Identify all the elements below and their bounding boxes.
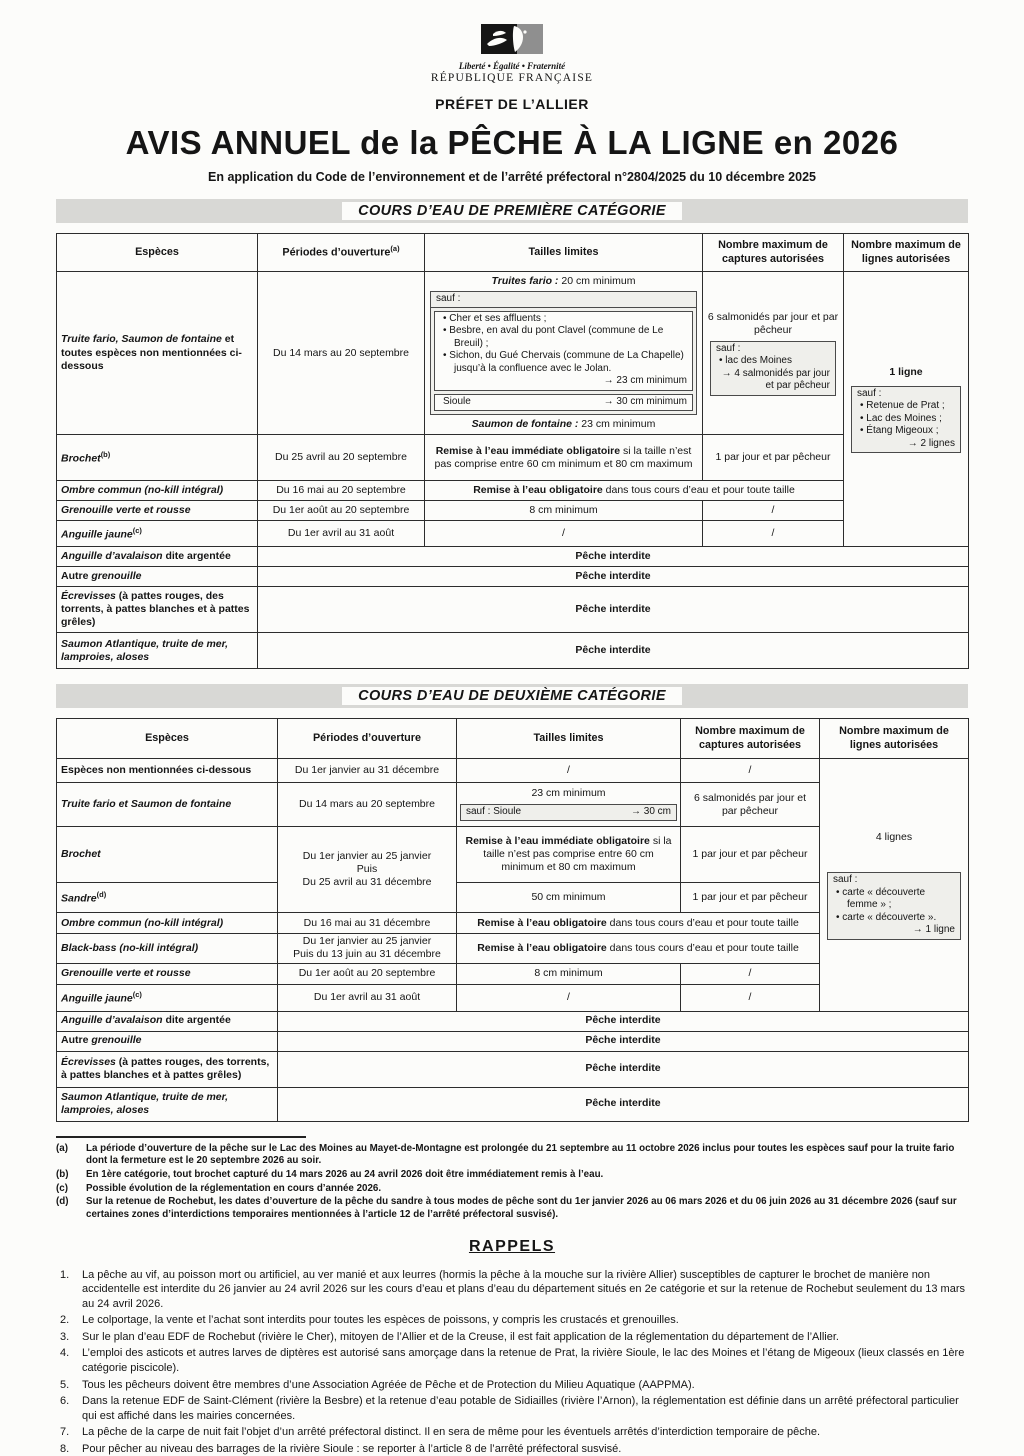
period-line: Puis [356,863,378,876]
col-header-periodes: Périodes d’ouverture [278,719,457,759]
list-item [56,1346,968,1375]
table-header-row [57,234,969,272]
lines-cell [820,759,969,1011]
exception-box [827,872,961,940]
species-name: Brochet [61,452,101,465]
exception-result: → 23 cm minimum [603,375,687,387]
exception-list-box [434,311,693,391]
list-item [56,1442,968,1456]
species-name: Anguille d’avalaison [61,1014,163,1027]
exception-item: • carte « découverte ». [836,912,955,925]
footnote-separator [56,1136,306,1138]
period-cell: Du 16 mai au 20 septembre [258,481,425,501]
species-name-suffix: dite argentée [162,550,231,563]
table-row [57,272,969,435]
size-rule-label: Saumon de fontaine : [471,418,579,431]
size-rule-value: 23 cm minimum [531,787,606,800]
period-line: Du 25 avril au 31 décembre [302,876,432,889]
species-name-suffix: (à pattes rouges, des torrents, à pattes blanches et à pattes grêles) [61,1055,270,1081]
species-name: Brochet [61,848,101,861]
captures-cell: 1 par jour et par pêcheur [703,435,844,481]
species-cell [57,984,278,1011]
col-header-tailles: Tailles limites [425,234,703,272]
list-item-text: La pêche au vif, au poisson mort ou artificiel, au ver manié et aux leurres (hormis la pêche à la mouche sur la rivière Allier) susceptibles de capturer le brochet de manière non accidentelle est interdite du 26 janvier au 24 avril 2026 sur les cours d’eau et plans d’eau du département situés en 2e catégorie et sur la retenue de Rochebut seulement du 13 mars au 24 avril 2026. [82,1268,965,1310]
species-cell [57,1031,278,1051]
release-rule-cell [457,913,820,934]
species-cell [57,934,278,963]
species-name: Black-bass (no-kill intégral) [61,941,199,954]
prefect-title: PRÉFET DE L’ALLIER [435,96,589,112]
table-row [57,1031,969,1051]
republique-francaise-logo [481,24,543,54]
size-limit-cell [425,435,703,481]
size-rule-label: Truites fario : [491,275,559,287]
rappels-title: RAPPELS [468,1237,556,1255]
col-header-text: Périodes d’ouverture [282,247,391,260]
prohibited-cell: Pêche interdite [258,547,969,567]
captures-cell [703,272,844,435]
size-limit-cell [425,272,703,435]
species-cell [57,1087,278,1121]
footnote-ref-a: (a) [390,244,400,254]
prohibited-cell: Pêche interdite [278,1031,969,1051]
footnote-label: (b) [56,1168,69,1180]
size-limit-cell [457,783,681,827]
table-premiere-categorie [56,233,969,669]
list-item [56,1378,968,1393]
list-item-number: 3. [60,1330,70,1343]
exception-box [710,341,836,396]
table-row [57,481,969,501]
release-rule-lead: Remise à l’eau obligatoire [473,484,603,497]
exception-label: sauf : [857,387,882,399]
exception-item: • Lac des Moines ; [860,413,955,426]
species-cell [57,521,258,547]
prohibited-cell: Pêche interdite [278,1087,969,1121]
footnote-ref-c: (c) [132,525,142,535]
exception-label: sauf : Sioule [466,805,522,817]
size-limit-cell: 8 cm minimum [425,501,703,521]
prohibited-cell: Pêche interdite [258,587,969,633]
species-name: Écrevisses [61,1055,116,1068]
period-cell: Du 1er avril au 31 août [258,521,425,547]
size-limit-cell: 50 cm minimum [457,883,681,913]
species-name: Anguille jaune [61,992,133,1005]
page-title: AVIS ANNUEL de la PÊCHE À LA LIGNE en 2026 [125,124,899,161]
species-name: Anguille d’avalaison [61,550,163,563]
release-rule-lead: Remise à l’eau obligatoire [477,916,607,929]
footnote-text: La période d’ouverture de la pêche sur le Lac des Moines au Mayet-de-Montagne est prolongée du 21 septembre au 11 octobre 2026 inclus pour toutes les espèces sauf pour la truite fario dont la fermeture est le 20 septembre 2026 au soir. [86,1142,955,1167]
size-rule-lead: Remise à l’eau immédiate obligatoire [465,835,650,848]
lines-value: 1 ligne [889,365,923,378]
table-row [57,567,969,587]
species-cell [57,567,258,587]
species-name: Grenouille verte et rousse [61,504,191,517]
period-cell: Du 1er août au 20 septembre [258,501,425,521]
table-row [57,521,969,547]
release-rule-rest: dans tous cours d’eau et pour toute taille [602,484,795,497]
footnotes [56,1143,968,1222]
species-name-prefix: Autre [61,570,92,583]
col-header-lignes: Nombre maximum de lignes autorisées [820,719,969,759]
list-item-number: 1. [60,1268,70,1281]
species-name: Écrevisses [61,590,116,603]
col-header-captures: Nombre maximum de captures autorisées [703,234,844,272]
species-name: Ombre commun (no-kill intégral) [61,916,224,929]
captures-cell: / [703,501,844,521]
footnote-label: (a) [56,1142,68,1154]
table-row [57,547,969,567]
prohibited-cell: Pêche interdite [278,1011,969,1031]
species-name: Truite fario et Saumon de fontaine [61,798,232,811]
col-header-especes: Espèces [57,234,258,272]
captures-cell: / [681,963,820,984]
section-banner-label: COURS D’EAU DE DEUXIÈME CATÉGORIE [342,687,682,705]
rappels-list [56,1268,968,1456]
prohibited-cell: Pêche interdite [278,1051,969,1087]
footnote [56,1196,968,1221]
period-cell [278,827,457,913]
exception-result: → 30 cm [630,805,671,817]
species-name: Truite fario, Saumon de fontaine [61,333,222,346]
exception-label: sauf : [833,874,858,886]
size-limit-cell: / [457,984,681,1011]
republic-text: RÉPUBLIQUE FRANÇAISE [430,72,594,84]
captures-cell: 6 salmonidés par jour et par pêcheur [681,783,820,827]
exception-item: • Cher et ses affluents ; [443,313,687,326]
species-cell [57,501,258,521]
table-row [57,501,969,521]
period-cell: Du 16 mai au 31 décembre [278,913,457,934]
exception-item: • carte « découverte femme » ; [836,887,955,912]
captures-cell: / [681,984,820,1011]
list-item [56,1313,968,1328]
exception-item: • Retenue de Prat ; [860,400,955,413]
footnote-label: (d) [56,1196,69,1208]
table-row [57,633,969,669]
species-cell [57,633,258,669]
footnote [56,1169,968,1182]
list-item-text: Sur le plan d’eau EDF de Rochebut (rivière le Cher), mitoyen de l’Allier et de la Creuse, il est fait application de la réglementation du département de l’Allier. [82,1330,839,1343]
exception-result: → 30 cm minimum [603,395,687,407]
footnote-ref-c: (c) [132,989,142,999]
exception-result: → 4 salmonidés par jour et par pêcheur [721,367,830,392]
table-deuxieme-categorie [56,718,969,1121]
species-name: grenouille [91,570,142,583]
list-item-number: 7. [60,1426,70,1439]
size-rule-rest: si la taille n’est pas comprise entre 60 cm minimum et 80 cm maximum [483,835,672,874]
size-rule-value: 20 cm minimum [558,275,636,287]
species-cell [57,827,278,883]
list-item-number: 4. [60,1347,70,1360]
captures-value: 6 salmonidés par jour et par pêcheur [707,310,839,336]
captures-cell: 1 par jour et par pêcheur [681,883,820,913]
table-header-row [57,719,969,759]
species-cell [57,547,258,567]
exception-item: • lac des Moines [719,355,830,368]
period-cell: Du 1er avril au 31 août [278,984,457,1011]
footnote-text: Sur la retenue de Rochebut, les dates d’ouverture de la pêche du sandre à tous modes de pêche sont du 1er janvier 2026 au 06 mars 2026 et du 06 juin 2026 au 31 décembre 2026 (sauf sur certaines zones d’interdictions temporaires mentionnées à l’article 12 de l’arrêté préfectoral susvisé). [86,1196,957,1221]
species-cell [57,883,278,913]
release-rule-cell [457,934,820,963]
species-cell [57,435,258,481]
species-name-suffix: (à pattes rouges, des torrents, à pattes blanches et à pattes grêles) [61,590,250,629]
species-cell [57,481,258,501]
species-name: Ombre commun (no-kill intégral) [61,484,224,497]
exception-list-box [434,394,693,412]
col-header-lignes: Nombre maximum de lignes autorisées [844,234,969,272]
period-line: Du 1er janvier au 25 janvier [302,935,432,948]
species-name: Grenouille verte et rousse [61,966,191,979]
captures-cell: / [703,521,844,547]
size-limit-cell [457,827,681,883]
lines-cell [844,272,969,547]
list-item-number: 8. [60,1442,70,1455]
section-banner-deuxieme-categorie [56,684,968,708]
list-item-number: 6. [60,1395,70,1408]
species-cell [57,272,258,435]
period-cell: Du 1er août au 20 septembre [278,963,457,984]
footnote [56,1143,968,1168]
species-cell [57,913,278,934]
species-name: Sandre [61,892,97,905]
col-header-periodes [258,234,425,272]
prohibited-cell: Pêche interdite [258,633,969,669]
footnote-text: Possible évolution de la réglementation en cours d’année 2026. [86,1182,382,1194]
species-cell [57,963,278,984]
size-limit-cell: / [425,521,703,547]
footnote-text: En 1ère catégorie, tout brochet capturé du 14 mars 2026 au 24 avril 2026 doit être immédiatement remis à l’eau. [86,1168,604,1180]
col-header-especes: Espèces [57,719,278,759]
exception-item: • Besbre, en aval du pont Clavel (commune de Le Breuil) ; [443,325,687,350]
size-limit-cell: / [457,759,681,783]
exception-label: sauf : [431,292,696,308]
table-row [57,435,969,481]
release-rule-lead: Remise à l’eau obligatoire [477,941,607,954]
exception-item: • Sichon, du Gué Chervais (commune de La Chapelle) jusqu’à la confluence avec le Jolan. [443,350,687,375]
document-header [56,24,968,184]
list-item-text: L’emploi des asticots et autres larves de diptères est autorisé sans amorçage dans la retenue de Prat, la rivière Sioule, le lac des Moines et l’étang de Migeoux (lieux classés en 1ère catégorie piscicole). [82,1347,965,1374]
species-cell [57,783,278,827]
size-rule-value: 23 cm minimum [578,418,656,431]
exception-box [851,386,961,454]
table-row [57,1087,969,1121]
lines-value: 4 lignes [875,831,913,844]
size-rule-lead: Remise à l’eau immédiate obligatoire [435,444,621,457]
species-cell [57,759,278,783]
captures-cell: / [681,759,820,783]
list-item [56,1394,968,1423]
footnote-ref-b: (b) [100,449,111,459]
table-row [57,1011,969,1031]
species-name-suffix: et toutes espèces non mentionnées ci-dessous [61,333,242,372]
exception-result: → 1 ligne [912,924,955,936]
captures-cell: 1 par jour et par pêcheur [681,827,820,883]
period-line: Du 1er janvier au 25 janvier [302,850,432,863]
list-item [56,1425,968,1440]
species-cell [57,1051,278,1087]
table-row [57,587,969,633]
list-item-text: La pêche de la carpe de nuit fait l’objet d’un arrêté préfectoral distinct. Il en sera de même pour les éventuels arrêtés d’interdiction temporaire de pêche. [82,1426,821,1439]
col-header-tailles: Tailles limites [457,719,681,759]
species-name: Saumon Atlantique, truite de mer, lamproies, aloses [61,1090,229,1116]
prohibited-cell: Pêche interdite [258,567,969,587]
period-cell: Du 14 mars au 20 septembre [258,272,425,435]
exception-result: → 2 lignes [907,437,955,449]
species-name-suffix: dite argentée [162,1014,231,1027]
list-item [56,1268,968,1312]
size-rule-rest: si la taille n’est pas comprise entre 60 cm minimum et 80 cm maximum [434,444,693,470]
period-cell: Du 25 avril au 20 septembre [258,435,425,481]
table-row [57,1051,969,1087]
page-subtitle: En application du Code de l’environnement et de l’arrêté préfectoral n°2804/2025 du 10 décembre 2025 [208,170,816,184]
species-name: Espèces non mentionnées ci-dessous [61,764,252,777]
period-cell: Du 14 mars au 20 septembre [278,783,457,827]
species-name: Anguille jaune [61,528,133,541]
species-name: grenouille [91,1034,142,1047]
period-cell: Du 1er janvier au 31 décembre [278,759,457,783]
table-row [57,759,969,783]
exception-item: Sioule [443,395,471,407]
list-item [56,1330,968,1345]
release-rule-rest: dans tous cours d’eau et pour toute taille [606,916,799,929]
species-cell [57,587,258,633]
release-rule-cell [425,481,844,501]
footnote-label: (c) [56,1182,68,1194]
period-line: Puis du 13 juin au 31 décembre [293,948,441,961]
list-item-text: Dans la retenue EDF de Saint-Clément (rivière la Besbre) et la retenue d’eau potable de Sidiailles (rivière l’Arnon), la réglementation est définie dans un arrêté préfectoral particulier qui est affiché dans les mairies concernées. [82,1395,959,1422]
list-item-text: Tous les pêcheurs doivent être membres d’une Association Agréée de Pêche et de Protection du Milieu Aquatique (AAPPMA). [82,1378,695,1391]
release-rule-rest: dans tous cours d’eau et pour toute taille [606,941,799,954]
list-item-number: 5. [60,1378,70,1391]
size-limit-cell: 8 cm minimum [457,963,681,984]
footnote [56,1183,968,1196]
species-name: Saumon Atlantique, truite de mer, lamproies, aloses [61,637,229,663]
exception-item: • Étang Migeoux ; [860,425,955,438]
exception-box [430,291,697,415]
exception-label: sauf : [716,342,741,354]
section-banner-premiere-categorie [56,199,968,223]
list-item-number: 2. [60,1314,70,1327]
period-cell [278,934,457,963]
exception-box [460,804,677,822]
list-item-text: Le colportage, la vente et l’achat sont interdits pour toutes les espèces de poissons, y compris les crustacés et grenouilles. [82,1314,679,1327]
section-banner-label: COURS D’EAU DE PREMIÈRE CATÉGORIE [342,202,682,220]
species-cell [57,1011,278,1031]
species-name-prefix: Autre [61,1034,92,1047]
footnote-ref-d: (d) [96,889,107,899]
col-header-captures: Nombre maximum de captures autorisées [681,719,820,759]
list-item-text: Pour pêcher au niveau des barrages de la rivière Sioule : se reporter à l’article 8 de l’arrêté préfectoral susvisé. [82,1442,622,1455]
motto-text: Liberté • Égalité • Fraternité [458,61,566,71]
